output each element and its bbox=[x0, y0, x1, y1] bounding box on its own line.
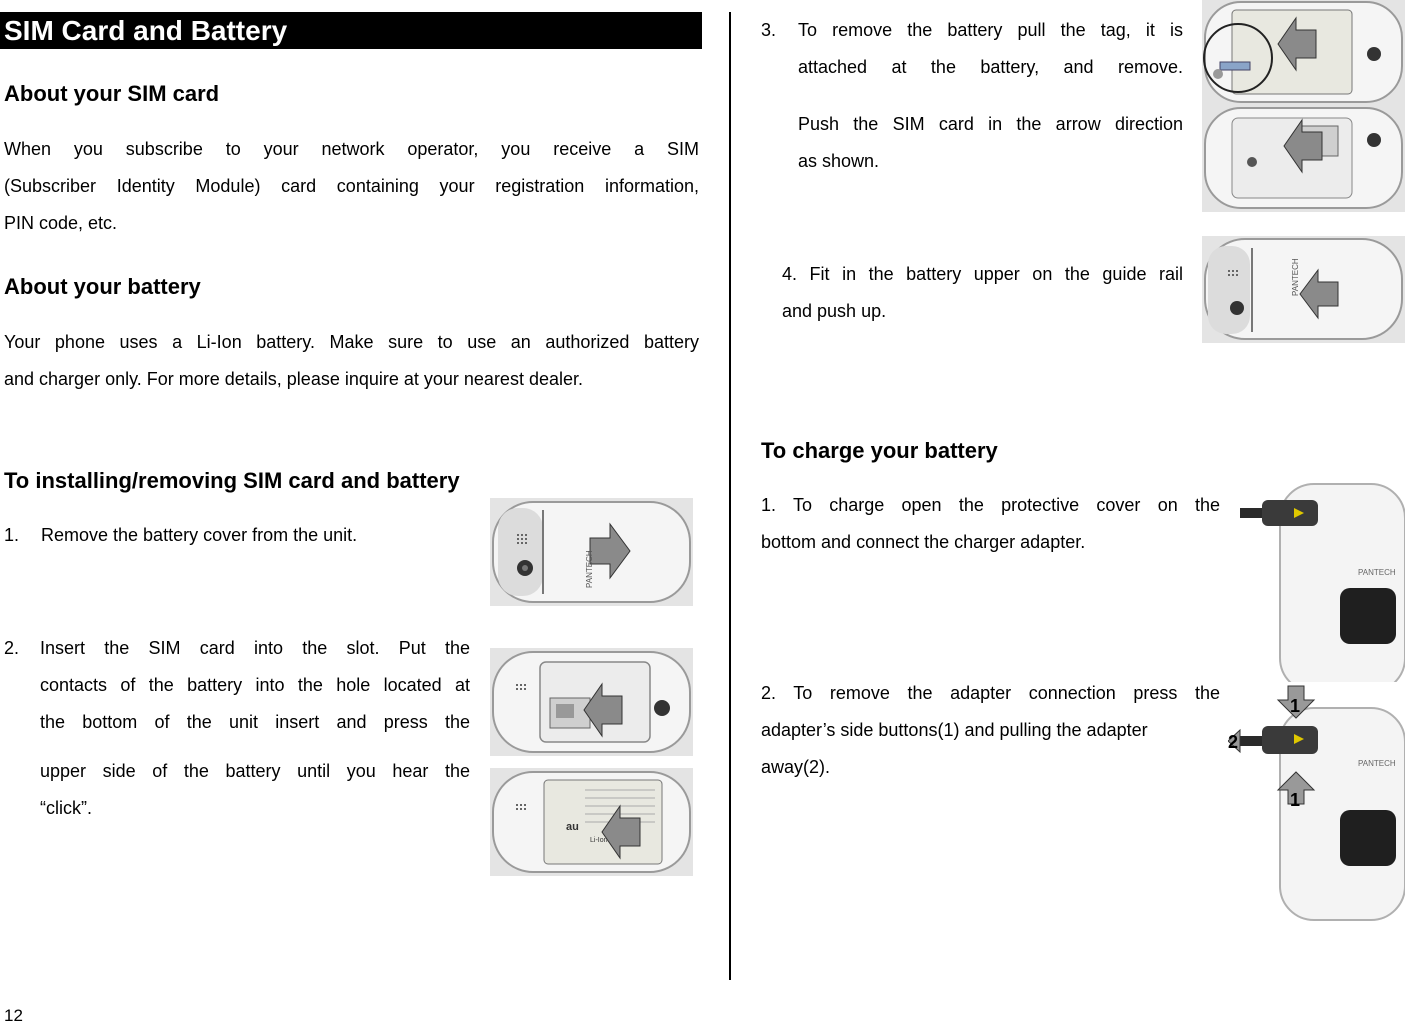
photo-brand-label: PANTECH bbox=[585, 550, 594, 588]
about-sim-line-1: When you subscribe to your network operator, you receive a SIM bbox=[4, 139, 699, 159]
step-3-text bbox=[798, 12, 1183, 180]
charge-step-1-line-1: 1. To charge open the protective cover on the bbox=[761, 495, 1220, 515]
step-3-number: 3. bbox=[761, 20, 777, 40]
about-battery-line-2: and charger only. For more details, please inquire at your nearest dealer. bbox=[4, 369, 583, 389]
step-4-line-1: 4. Fit in the battery upper on the guide rail bbox=[782, 264, 1183, 284]
charger-brand-label: PANTECH bbox=[1358, 568, 1396, 577]
callout-2: 2 bbox=[1228, 732, 1239, 752]
install-step-2-text bbox=[40, 630, 470, 827]
install-step-2-line-3: the bottom of the unit insert and press the bbox=[40, 712, 470, 732]
charge-step-1-text bbox=[761, 487, 1220, 561]
step-3-line-3: Push the SIM card in the arrow direction bbox=[798, 114, 1183, 134]
install-step-2-line-5: “click”. bbox=[40, 798, 92, 818]
page-number: 12 bbox=[4, 1006, 23, 1025]
install-step-2-number: 2. bbox=[4, 638, 20, 658]
photo-brand-label-2: PANTECH bbox=[1291, 258, 1300, 296]
charge-step-2-line-2: adapter’s side buttons(1) and pulling the adapter bbox=[761, 720, 1148, 740]
about-sim-line-3: PIN code, etc. bbox=[4, 213, 118, 233]
install-step-1-number: 1. bbox=[4, 525, 20, 545]
about-sim-paragraph bbox=[4, 131, 699, 242]
photo-insert-sim bbox=[490, 648, 693, 756]
about-battery-paragraph bbox=[4, 324, 699, 398]
install-step-1-text: Remove the battery cover from the unit. bbox=[41, 525, 358, 545]
charge-step-2-line-3: away(2). bbox=[761, 757, 831, 777]
charge-step-1-line-2: bottom and connect the charger adapter. bbox=[761, 532, 1086, 552]
photo-remove-cover bbox=[490, 498, 693, 606]
step-4-line-2: and push up. bbox=[782, 301, 887, 321]
section-title: SIM Card and Battery bbox=[0, 12, 702, 49]
install-step-2-line-1: Insert the SIM card into the slot. Put the bbox=[40, 638, 470, 658]
install-step-2-line-4: upper side of the battery until you hear the bbox=[40, 761, 470, 781]
step-4-text bbox=[782, 256, 1183, 330]
photo-push-sim bbox=[1202, 106, 1405, 212]
photo-battery-brand: au bbox=[566, 821, 579, 833]
install-step-2-line-2: contacts of the battery into the hole located at bbox=[40, 675, 470, 695]
photo-battery-model: Li-Ion bbox=[590, 837, 608, 844]
charge-heading: To charge your battery bbox=[761, 438, 998, 463]
callout-1-bottom: 1 bbox=[1290, 790, 1301, 810]
adapter-brand-label: PANTECH bbox=[1358, 759, 1396, 768]
photo-insert-battery bbox=[490, 768, 693, 876]
install-heading: To installing/removing SIM card and battery bbox=[4, 468, 460, 493]
about-battery-line-1: Your phone uses a Li-Ion battery. Make sure to use an authorized battery bbox=[4, 332, 699, 352]
photo-fit-cover bbox=[1202, 236, 1405, 343]
charge-step-2-line-1: 2. To remove the adapter connection press the bbox=[761, 683, 1220, 703]
callout-1-top: 1 bbox=[1290, 696, 1301, 716]
photo-remove-battery bbox=[1202, 0, 1405, 106]
photo-remove-adapter bbox=[1228, 682, 1405, 922]
charge-step-2-text bbox=[761, 675, 1220, 786]
about-sim-line-2: (Subscriber Identity Module) card containing your registration information, bbox=[4, 176, 699, 196]
photo-connect-charger bbox=[1240, 480, 1405, 695]
column-divider bbox=[729, 12, 731, 980]
step-3-line-1: To remove the battery pull the tag, it is bbox=[798, 20, 1183, 40]
step-3-line-2: attached at the battery, and remove. bbox=[798, 57, 1183, 77]
about-battery-heading: About your battery bbox=[4, 274, 201, 299]
step-3-line-4: as shown. bbox=[798, 151, 880, 171]
about-sim-heading: About your SIM card bbox=[4, 81, 220, 106]
